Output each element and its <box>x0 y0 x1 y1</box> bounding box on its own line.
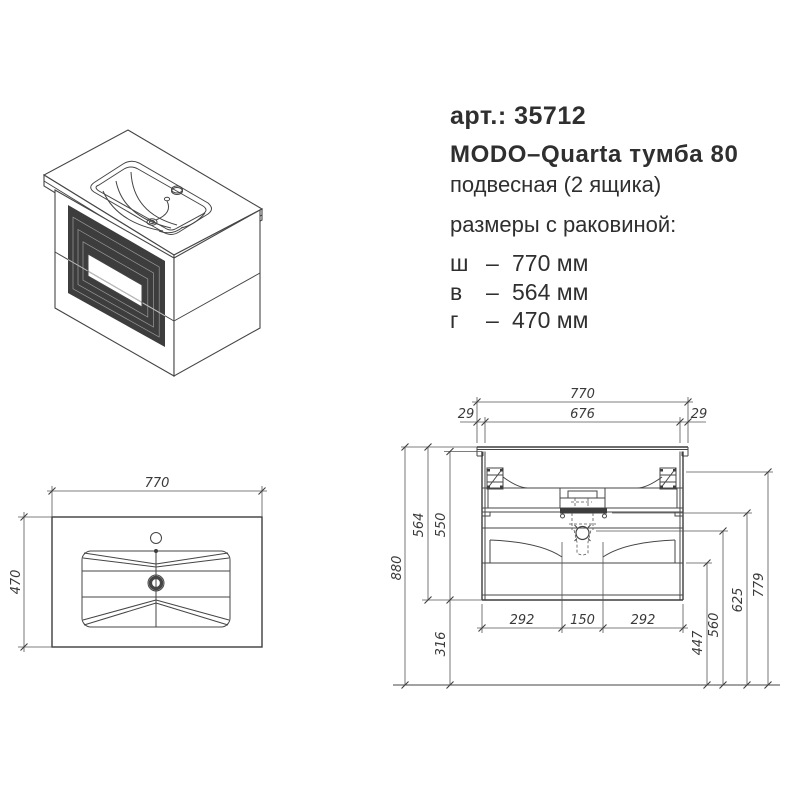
drain-plate <box>560 508 607 514</box>
dim-dash: – <box>486 307 499 333</box>
dimensions-top <box>458 387 708 443</box>
dim-overhang-left: 29 <box>457 407 475 422</box>
dim-h447: 447 <box>691 630 706 656</box>
dim-value: 470 мм <box>512 307 589 333</box>
dim-drain-width: 150 <box>570 613 595 628</box>
dim-cabinet-height: 564 <box>412 512 427 538</box>
top-view-drawing <box>10 472 290 662</box>
dim-row-width <box>450 249 795 278</box>
dim-value: 564 мм <box>512 278 589 305</box>
dim-key: ш <box>450 250 469 276</box>
dimensions-left <box>390 444 482 689</box>
dim-row-depth <box>450 306 795 335</box>
dim-inner-width: 676 <box>570 407 595 422</box>
dimensions-bottom <box>477 542 688 633</box>
basin-plan <box>82 533 230 628</box>
front-view-drawing <box>390 385 795 700</box>
dim-floor-clearance: 316 <box>434 631 449 657</box>
countertop-section <box>477 447 688 456</box>
dim-drawer-right: 292 <box>630 613 656 628</box>
article-label: арт.: <box>450 102 507 130</box>
dim-dash: – <box>486 250 499 276</box>
handle-recess <box>560 488 605 498</box>
dim-overhang-right: 29 <box>690 407 708 422</box>
dim-drawer-left: 292 <box>509 613 535 628</box>
dim-body-height: 550 <box>434 512 449 538</box>
dim-470-left <box>9 512 52 652</box>
overflow-mark <box>154 549 158 553</box>
article-line <box>450 102 795 131</box>
top-view-depth-label: 470 <box>9 569 24 595</box>
dim-row-height <box>450 278 795 307</box>
dimensions-right <box>596 469 773 689</box>
isometric-view-drawing <box>25 125 315 395</box>
drawer-cutout-curve-left <box>490 540 562 557</box>
product-subtitle: подвесная (2 ящика) <box>450 172 662 197</box>
dim-key: г <box>450 307 459 333</box>
product-name: MODO–Quarta тумба 80 <box>450 141 739 168</box>
dim-770-top <box>47 476 267 517</box>
product-spec-block <box>450 102 795 335</box>
dim-value: 770 мм <box>512 250 589 276</box>
dim-key: в <box>450 278 463 305</box>
article-number: 35712 <box>514 102 587 130</box>
dim-h625: 625 <box>731 587 746 613</box>
dim-dash: – <box>486 278 499 305</box>
dim-h779: 779 <box>752 572 767 598</box>
top-view-width-label: 770 <box>144 476 170 491</box>
cabinet-section <box>482 452 683 601</box>
drain-assembly <box>560 498 607 555</box>
dim-h560: 560 <box>707 612 722 638</box>
mounting-bracket-left <box>487 468 503 489</box>
mounting-bracket-right <box>660 468 676 489</box>
basin-bottom-curve <box>503 477 662 488</box>
dim-total-height: 880 <box>390 555 405 581</box>
faucet-hole-plan <box>151 533 162 544</box>
dim-overall-width: 770 <box>570 387 595 402</box>
dimensions-heading: размеры с раковиной: <box>450 212 677 237</box>
drawer-cutout-curve-right <box>603 540 675 557</box>
